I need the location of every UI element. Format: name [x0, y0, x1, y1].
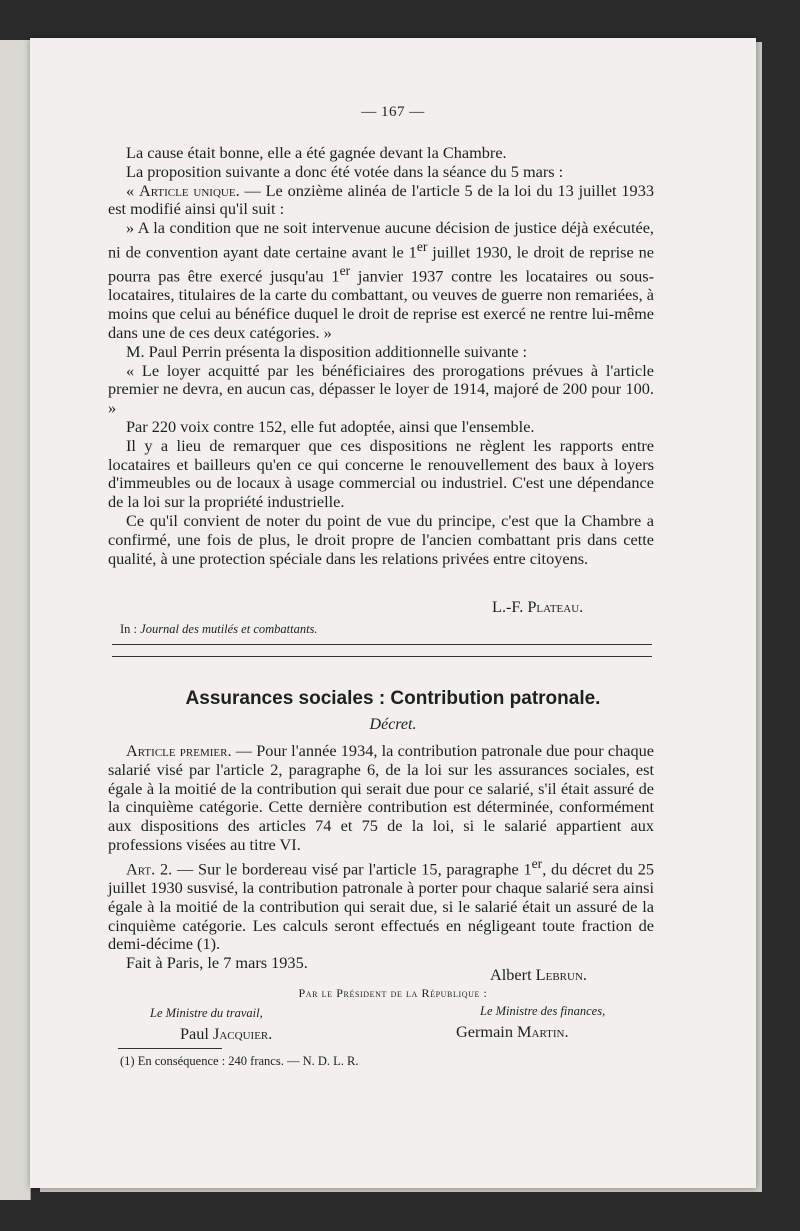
- article-paragraph: » A la condition que ne soit intervenue aucune décision de justice déjà exécutée, ni de convention ayant date certaine avant le 1er juillet 1930, le droit de reprise ne pourra pas être exercé jusqu'au 1er janvier 1937 contre les locataires ou sous-locataires, titulaires de la carte du combattant, ou veuves de guerre non remariées, à moins que celui au bénéfice duquel le droit de reprise est exercé ne rentre lui-même dans une de ces deux catégories. »: [108, 218, 654, 343]
- decree-body: [108, 742, 654, 973]
- article-paragraph: La cause était bonne, elle a été gagnée devant la Chambre.: [126, 143, 507, 162]
- footnote-rule: [118, 1048, 222, 1049]
- minister-travail-name: Paul Jacquier.: [180, 1024, 273, 1043]
- article-paragraph: Par 220 voix contre 152, elle fut adoptée, ainsi que l'ensemble.: [126, 417, 535, 436]
- decree-paragraph: Fait à Paris, le 7 mars 1935.: [126, 953, 308, 973]
- separator-rule-bottom: [112, 656, 652, 657]
- article-paragraph: Il y a lieu de remarquer que ces dispositions ne règlent les rapports entre locataires et bailleurs qu'en ce qui concerne le renouvellement des baux à loyers d'immeubles ou de locaux à usage commercial ou industriel. C'est une dépendance de la loi sur la propriété industrielle.: [108, 435, 654, 512]
- article-body: [108, 144, 654, 568]
- decree-paragraph: Article premier. — Pour l'année 1934, la contribution patronale due pour chaque salarié visé par l'article 2, paragraphe 6, de la loi sur les assurances sociales, est égale à la moitié de la contribution qui serait due pour ce salarié, s'il était assuré de la cinquième catégorie. Cette dernière contribution est déterminée, conformément aux dispositions des articles 74 et 75 de la loi, si le salarié appartient aux professions visées au titre VI.: [108, 741, 654, 854]
- book-page: [30, 38, 756, 1188]
- article-paragraph: Ce qu'il convient de noter du point de vue du principe, c'est que la Chambre a confirmé, une fois de plus, le droit propre de l'ancien combattant pris dans cette qualité, à une protection spéciale dans les relations privées entre citoyens.: [108, 510, 654, 568]
- decree-paragraph: Art. 2. — Sur le bordereau visé par l'article 15, paragraphe 1er, du décret du 25 juillet 1930 susvisé, la contribution patronale à porter pour chaque salarié sera ainsi égale à la moitié de la contribution qui serait due, si le salarié était un assuré de la cinquième catégorie. Les calculs seront effectués en négligeant toute fraction de demi-décime (1).: [108, 855, 654, 954]
- minister-finances-label: Le Ministre des finances,: [480, 1004, 606, 1018]
- section-title: Assurances sociales : Contribution patronale.: [185, 688, 601, 709]
- article-paragraph: La proposition suivante a donc été votée dans la séance du 5 mars :: [126, 161, 564, 181]
- footnote: (1) En conséquence : 240 francs. — N. D. L. R.: [120, 1054, 359, 1068]
- president-signature: Albert Lebrun.: [490, 965, 587, 984]
- page-number: — 167 —: [361, 104, 425, 120]
- facing-page-edge: [0, 40, 31, 1200]
- article-paragraph: M. Paul Perrin présenta la disposition additionnelle suivante :: [126, 341, 528, 361]
- section-subtitle: Décret.: [369, 716, 417, 733]
- article-paragraph: « Article unique. — Le onzième alinéa de l'article 5 de la loi du 13 juillet 1933 est modifié ainsi qu'il suit :: [108, 180, 654, 219]
- separator-rule-top: [112, 644, 652, 645]
- source-prefix: In :: [120, 622, 141, 636]
- par-le-president: Par le Président de la République :: [298, 986, 488, 1000]
- article-paragraph: « Le loyer acquitté par les bénéficiaires des prorogations prévues à l'article premier ne devra, en aucun cas, dépasser le loyer de 1914, majoré de 200 pour 100. »: [108, 360, 654, 418]
- author-signature: L.-F. Plateau.: [492, 597, 584, 616]
- minister-finances-name: Germain Martin.: [456, 1022, 569, 1041]
- source-citation: [120, 622, 318, 637]
- minister-travail-label: Le Ministre du travail,: [150, 1006, 263, 1020]
- source-title: Journal des mutilés et combattants.: [140, 622, 318, 636]
